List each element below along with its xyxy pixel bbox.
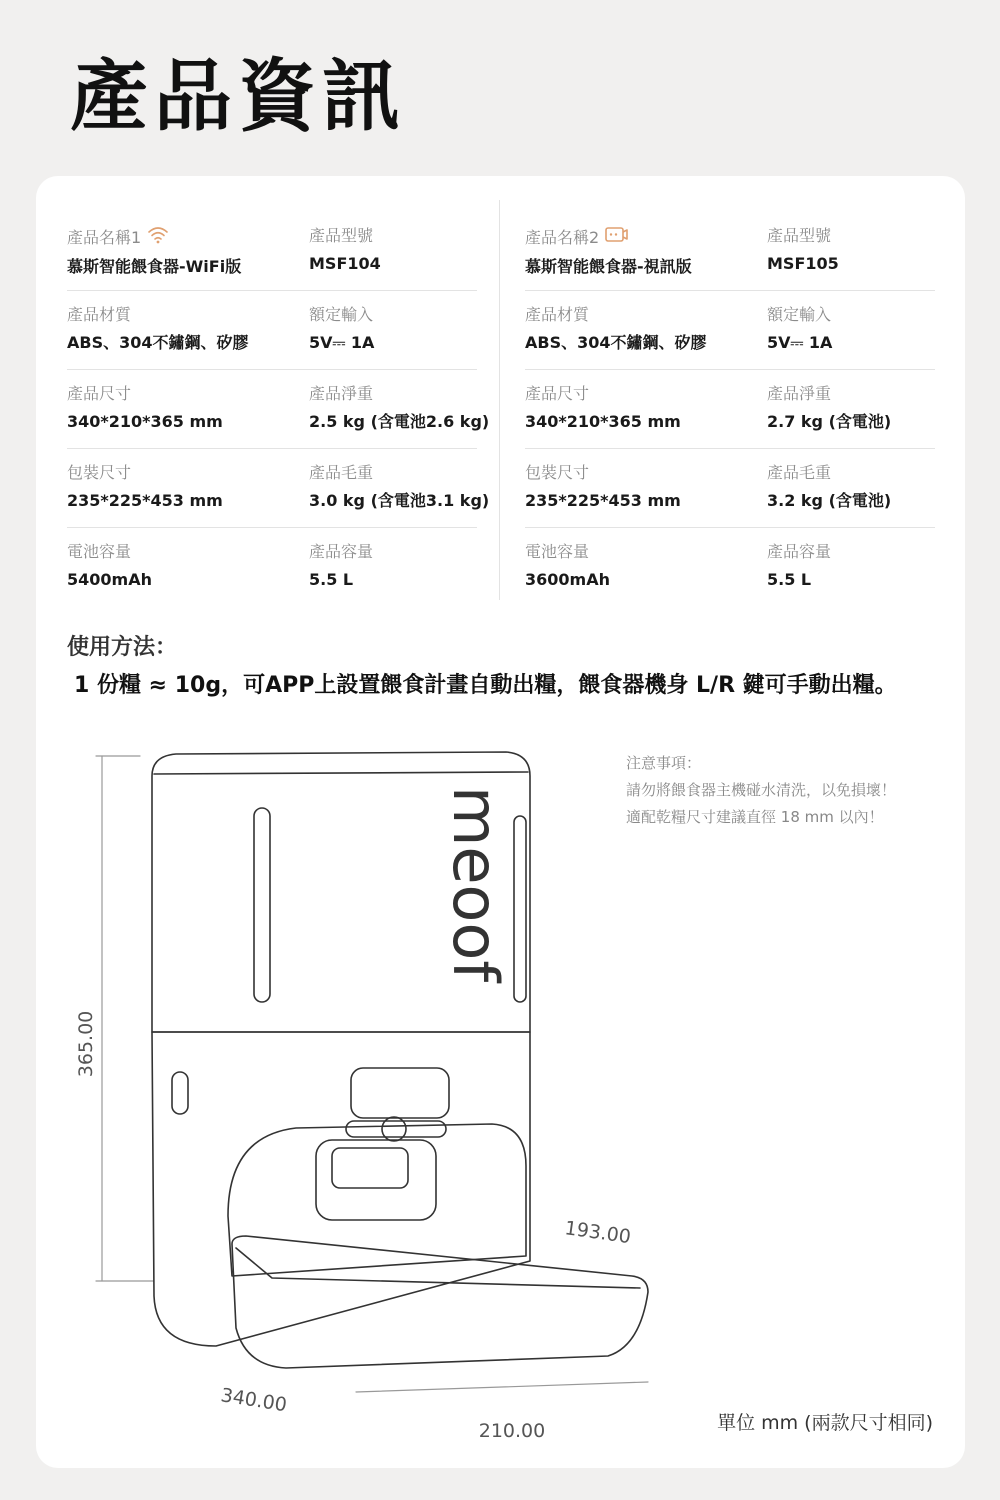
spec-label-text: 產品材質 <box>525 305 590 324</box>
spec-label <box>767 226 839 246</box>
spec-row <box>525 291 935 370</box>
spec-cell <box>309 542 373 590</box>
spec-label <box>767 305 832 325</box>
spec-cell <box>767 463 891 511</box>
spec-label-text: 產品尺寸 <box>67 384 132 403</box>
spec-row <box>525 212 935 291</box>
front-display <box>351 1068 449 1118</box>
spec-label-text: 產品尺寸 <box>525 384 590 403</box>
usage-text: 1 份糧 ≈ 10g，可APP上設置餵食計畫自動出糧，餵食器機身 L/R 鍵可手動出糧。 <box>74 673 897 698</box>
notes-panel <box>626 750 896 831</box>
spec-value: 慕斯智能餵食器-視訊版 <box>525 257 692 276</box>
spec-label-text: 產品名稱1 <box>67 227 142 247</box>
spec-cell <box>525 384 681 432</box>
spec-cell <box>67 542 152 590</box>
height-dimension-line <box>96 756 154 1281</box>
spec-label-text: 產品名稱2 <box>525 227 600 247</box>
spec-value: 5.5 L <box>309 570 354 589</box>
spec-label <box>67 305 249 325</box>
spec-label <box>67 463 223 483</box>
spec-label-text: 產品毛重 <box>309 463 374 482</box>
page-title: 產品資訊 <box>70 52 407 142</box>
spec-label-text: 額定輸入 <box>767 305 832 324</box>
spec-label <box>767 384 891 404</box>
spec-label-text: 產品毛重 <box>767 463 832 482</box>
brand-mark: meoof <box>439 786 512 983</box>
spec-value: 235*225*453 mm <box>67 491 223 510</box>
notes-line-2: 適配乾糧尺寸建議直徑 18 mm 以內！ <box>626 808 884 826</box>
spec-value: ABS、304不鏽鋼、矽膠 <box>525 333 707 352</box>
spec-value: MSF104 <box>309 254 381 273</box>
product-1-specs <box>67 212 490 607</box>
feeder-body <box>152 1032 530 1346</box>
spec-value: 3600mAh <box>525 570 610 589</box>
spec-label-text: 產品容量 <box>309 542 374 561</box>
spec-value: 5V⎓ 1A <box>767 333 833 352</box>
spec-label <box>767 542 831 562</box>
spec-row <box>67 370 490 449</box>
height-dimension-label: 365.00 <box>75 1010 97 1078</box>
depth-dimension-label: 193.00 <box>563 1217 633 1249</box>
spec-cell <box>525 226 692 277</box>
outlet-chute-inner <box>332 1148 408 1188</box>
spec-label-text: 額定輸入 <box>309 305 374 324</box>
notes-line-1: 請勿將餵食器主機碰水清洗，以免損壞！ <box>626 781 897 799</box>
spec-label-text: 電池容量 <box>525 542 590 561</box>
hopper-lid-edge <box>154 772 528 774</box>
spec-label <box>309 463 489 483</box>
spec-label <box>67 226 241 249</box>
food-bowl <box>232 1236 648 1368</box>
spec-row <box>67 291 477 370</box>
spec-value: MSF105 <box>767 254 839 273</box>
spec-label <box>309 226 381 246</box>
wifi-icon <box>147 226 169 249</box>
spec-cell <box>767 305 832 353</box>
spec-label-text: 產品淨重 <box>309 384 374 403</box>
spec-label <box>525 226 692 249</box>
spec-cell <box>309 226 381 274</box>
depth-dimension-line <box>356 1382 648 1392</box>
spec-cell <box>67 226 241 277</box>
spec-cell <box>309 305 374 353</box>
spec-label-text: 產品淨重 <box>767 384 832 403</box>
spec-cell <box>767 542 831 590</box>
usage-title: 使用方法： <box>67 635 178 660</box>
spec-label-text: 產品型號 <box>309 226 374 245</box>
product-2-specs <box>525 212 935 607</box>
spec-label <box>67 542 152 562</box>
spec-value: 慕斯智能餵食器-WiFi版 <box>67 257 242 276</box>
spec-label <box>525 305 707 325</box>
spec-value: 5400mAh <box>67 570 152 589</box>
spec-cell <box>767 384 891 432</box>
spec-label <box>67 384 223 404</box>
spec-row <box>67 212 477 291</box>
spec-label <box>525 542 610 562</box>
spec-cell <box>67 384 223 432</box>
spec-row <box>67 528 477 607</box>
spec-value: 2.7 kg (含電池) <box>767 412 892 431</box>
spec-value: 340*210*365 mm <box>525 412 681 431</box>
bowl-rim <box>236 1248 640 1288</box>
spec-value: ABS、304不鏽鋼、矽膠 <box>67 333 249 352</box>
food-outlet <box>228 1124 526 1276</box>
spec-label <box>767 463 891 483</box>
spec-label-text: 產品容量 <box>767 542 832 561</box>
base-dimension-label: 210.00 <box>478 1420 546 1442</box>
camera-strip <box>346 1121 446 1137</box>
spec-label <box>309 542 373 562</box>
spec-label-text: 包裝尺寸 <box>67 463 132 482</box>
unit-note: 單位 mm (兩款尺寸相同) <box>717 1412 933 1434</box>
product-info-card <box>36 176 965 1468</box>
hopper-window-right <box>514 816 526 1002</box>
spec-value: 3.0 kg (含電池3.1 kg) <box>309 491 490 510</box>
camera-icon <box>605 226 629 249</box>
spec-label <box>525 463 681 483</box>
spec-value: 340*210*365 mm <box>67 412 223 431</box>
spec-cell <box>525 305 707 353</box>
spec-cell <box>67 305 249 353</box>
spec-cell <box>767 226 839 274</box>
column-divider <box>499 200 500 600</box>
spec-label-text: 包裝尺寸 <box>525 463 590 482</box>
spec-row <box>525 449 935 528</box>
outlet-chute <box>316 1140 436 1220</box>
spec-value: 5V⎓ 1A <box>309 333 375 352</box>
spec-value: 2.5 kg (含電池2.6 kg) <box>309 412 490 431</box>
spec-cell <box>67 463 223 511</box>
spec-value: 3.2 kg (含電池) <box>767 491 892 510</box>
spec-row <box>525 528 935 607</box>
spec-label-text: 產品型號 <box>767 226 832 245</box>
hopper-window-left <box>254 808 270 1002</box>
spec-label <box>525 384 681 404</box>
spec-row <box>67 449 490 528</box>
spec-cell <box>309 463 489 511</box>
spec-cell <box>309 384 489 432</box>
width-dimension-label: 340.00 <box>219 1384 289 1417</box>
spec-value: 235*225*453 mm <box>525 491 681 510</box>
spec-label <box>309 305 374 325</box>
spec-value: 5.5 L <box>767 570 812 589</box>
side-button <box>172 1072 188 1114</box>
spec-row <box>525 370 935 449</box>
spec-cell <box>525 542 610 590</box>
spec-label-text: 產品材質 <box>67 305 132 324</box>
spec-label-text: 電池容量 <box>67 542 132 561</box>
spec-label <box>309 384 489 404</box>
spec-cell <box>525 463 681 511</box>
notes-title: 注意事項： <box>626 754 702 772</box>
